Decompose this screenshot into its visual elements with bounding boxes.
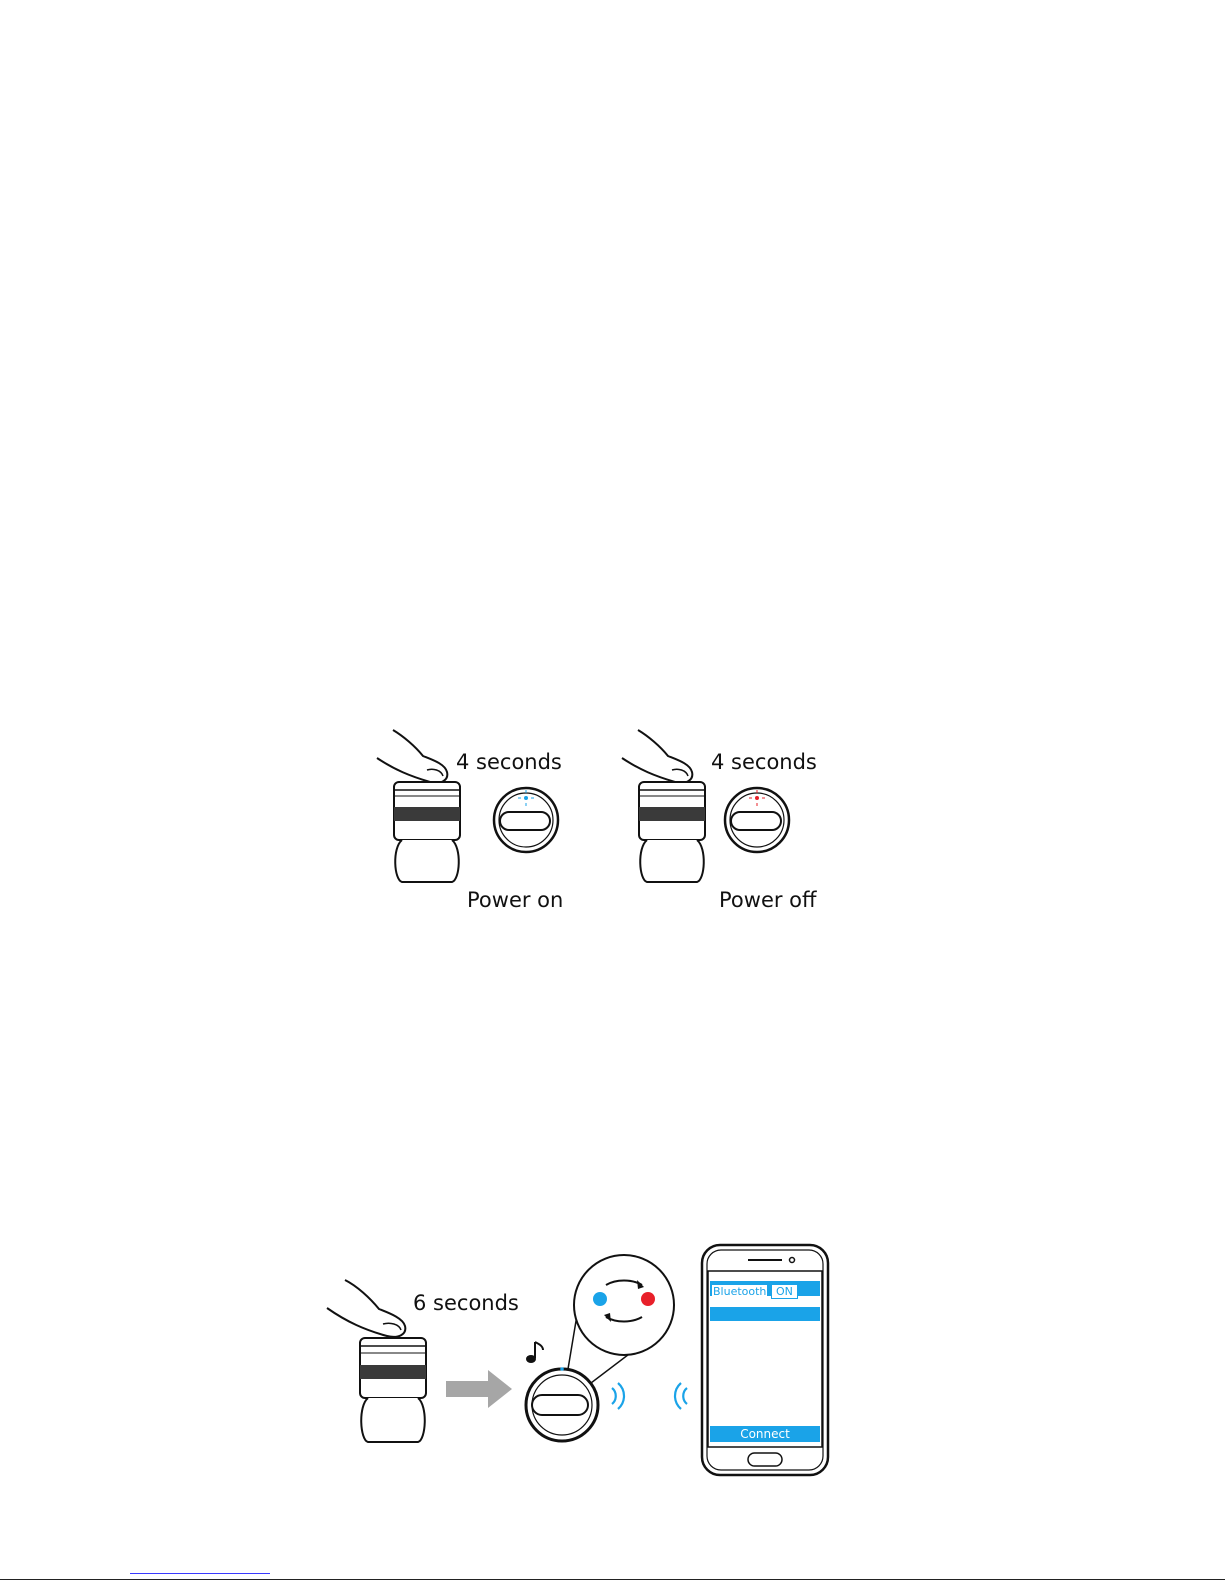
bluetooth-signal-icon <box>608 1378 632 1414</box>
led-red-dot <box>641 1292 655 1306</box>
finger-press-icon <box>375 728 465 788</box>
power-on-duration: 4 seconds <box>456 750 562 774</box>
link-underline <box>130 1573 270 1574</box>
pairing-duration: 6 seconds <box>413 1291 519 1315</box>
power-off-caption: Power off <box>719 888 817 912</box>
bluetooth-label: Bluetooth <box>713 1285 767 1298</box>
power-off-duration: 4 seconds <box>711 750 817 774</box>
finger-press-icon <box>620 728 710 788</box>
earbud-side-icon <box>358 1336 430 1444</box>
earbud-top-icon <box>492 786 560 854</box>
pairing-callout <box>520 1245 680 1445</box>
page-bottom-rule <box>0 1579 1225 1580</box>
smartphone-icon <box>700 1243 830 1477</box>
finger-press-icon <box>325 1278 425 1344</box>
arrow-right-icon <box>446 1370 514 1408</box>
earbud-side-icon <box>637 780 709 884</box>
power-on-caption: Power on <box>467 888 564 912</box>
connect-button[interactable]: Connect <box>740 1427 790 1441</box>
earbud-top-icon <box>723 786 791 854</box>
bluetooth-signal-icon <box>667 1378 691 1414</box>
bluetooth-toggle[interactable]: ON <box>771 1284 798 1299</box>
earbud-side-icon <box>392 780 464 884</box>
led-blue-dot <box>593 1292 607 1306</box>
